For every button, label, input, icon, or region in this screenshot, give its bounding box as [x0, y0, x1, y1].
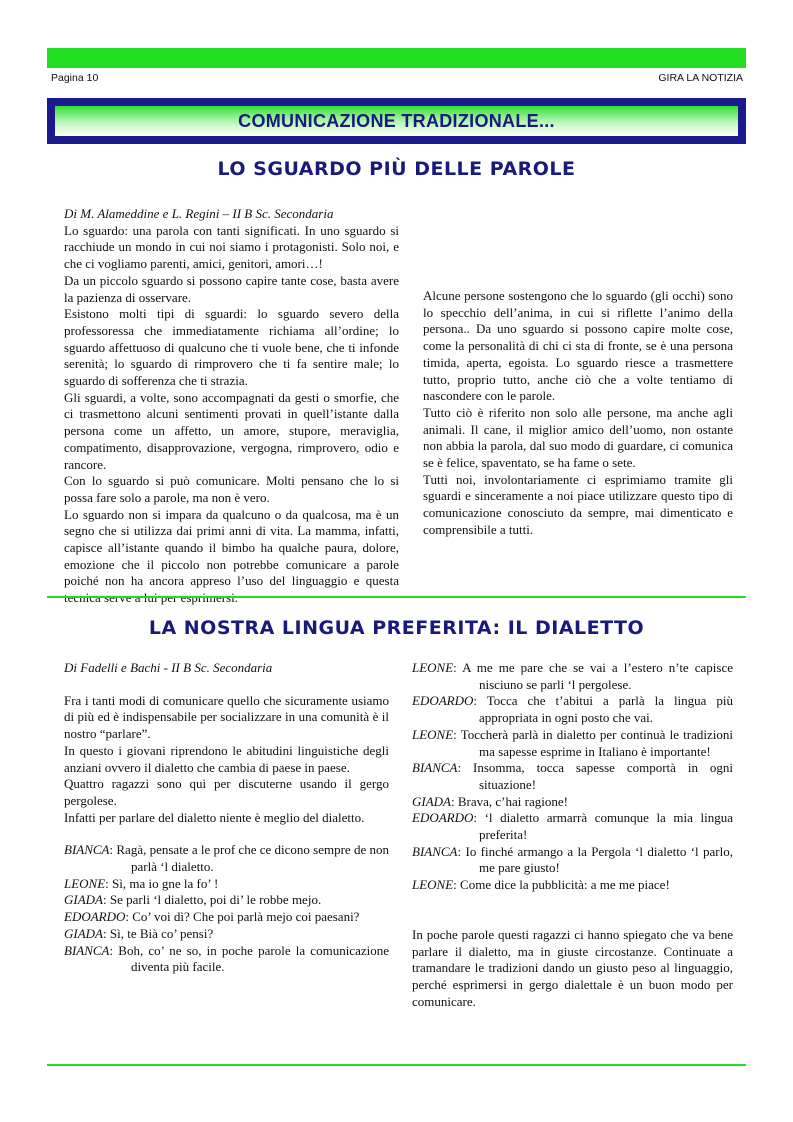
dialogue-text: Ragà, pensate a le prof che ce dicono sempre de non parlà ‘l dialetto.: [116, 842, 389, 875]
paragraph: Lo sguardo non si impara da qualcuno o da qualcosa, ma è un segno che si utilizza dai primi anni di vita. La mamma, infatti, capisce all’istante quando il bimbo ha qualche paura, dolore, emozione che il piccolo non potrebbe comunicare a parole poiché non ha ancora appreso l’uso del linguaggio e questa: [64, 506, 399, 589]
speaker-name: EDOARDO: [64, 909, 126, 925]
paragraph: Da un piccolo sguardo si possono capire tante cose, basta avere la pazienza di osservare.: [64, 272, 399, 305]
speaker-name: GIADA: [64, 925, 103, 941]
dialogue-line: LEONE: Come dice la pubblicità: a me me piace!: [412, 877, 670, 893]
paragraph: Infatti per parlare del dialetto niente è meglio del dialetto.: [64, 809, 365, 825]
magazine-title: GIRA LA NOTIZIA: [658, 72, 743, 84]
article1-col2: [423, 288, 733, 539]
dialogue-text: Se parli ‘l dialetto, poi di’ le robbe mejo.: [109, 892, 322, 908]
speaker-name: LEONE: [412, 877, 454, 893]
dialogue-text: Sì, te Bià co’ pensi?: [109, 925, 214, 941]
divider: [47, 596, 746, 598]
paragraph: Gli sguardi, a volte, sono accompagnati da gesti o smorfie, che ci trasmettono alcuni sentimenti provati in quell’istante dalla persona come un affetto, un amore, stupore, meraviglia, compatimento, disapprovazione, vergogna, rimprovero, odio e rancore.: [64, 389, 399, 472]
article2-title: LA NOSTRA LINGUA PREFERITA: IL DIALETTO: [148, 617, 645, 639]
dialogue-text: Boh, co’ ne so, in poche parole la comunicazione diventa più facile.: [118, 942, 389, 975]
paragraph: Con lo sguardo si può comunicare. Molti pensano che lo si possa fare solo a parole, ma non è vero.: [64, 473, 399, 505]
dialogue-continuation: [412, 660, 733, 693]
dialogue-line: GIADA: Sì, te Bià co’ pensi?: [64, 925, 214, 941]
paragraph: Alcune persone sostengono che lo sguardo (gli occhi) sono lo specchio dell’anima, in cui si riflette l’animo della persona.. Da uno sguardo si possono capire molte cose, come la personalità di chi ci sta di fronte, se è una persona timida, aperta, egoista. Lo sguardo riesce a trasmettere tutto, proprio tutto, anche ciò che a volte tentiamo di nascondere con le parole.: [423, 288, 733, 404]
paragraph: Tutto ciò è riferito non solo alle persone, ma anche agli animali. Il cane, il miglior amico dell’uomo, non ostante non abbia la parola, dal suo modo di guardare, ci comunica se è felice, spaventato, se ha fame o sete.: [423, 404, 733, 471]
article2-conclusion: In poche parole questi ragazzi ci hanno spiegato che va bene parlare il dialetto, ma in giuste circostanze. Continuate a tramandare le tradizioni dando un giusto peso al linguaggio, perché esprimersi in gergo dialettale è un buon modo per comunicare.: [412, 926, 733, 1009]
dialogue-line: EDOARDO: Tocca che t’abitui a parlà la lingua più appropriata in ogni posto che vai.: [412, 693, 733, 726]
article1-col1: [64, 206, 399, 607]
dialogue-line: EDOARDO: Co’ voi dì? Che poi parlà mejo coi paesani?: [64, 909, 360, 925]
speaker-name: EDOARDO: [412, 810, 474, 826]
speaker-name: LEONE: [412, 660, 454, 675]
section-banner: [47, 98, 746, 144]
paragraph: Fra i tanti modi di comunicare quello che sicuramente usiamo di più ed è indispensabile per socializzare in una comunità è il nostro “parlare”.: [64, 692, 389, 742]
dialogue-line: BIANCA: Insomma, tocca sapesse comportà in ogni situazione!: [412, 760, 733, 792]
page-number: Pagina 10: [51, 72, 99, 84]
speaker-name: GIADA: [64, 892, 103, 908]
dialogue-line: GIADA: Brava, c’hai ragione!: [412, 793, 568, 809]
dialogue-line: LEONE: Toccherà parlà in dialetto per continuà le tradizioni ma sapesse esprime in Italiano è importante!: [412, 726, 733, 759]
dialogue-text: Insomma, tocca sapesse comportà in ogni situazione!: [473, 760, 733, 792]
paragraph: In questo i giovani riprendono le abitudini linguistiche degli anziani ovvero il dialetto che cambia di paese in paese.: [64, 742, 389, 775]
speaker-name: BIANCA: [64, 842, 110, 858]
paragraph: Lo sguardo: una parola con tanti significati. In uno sguardo si racchiude un mondo in cui noi siamo i protagonisti. Solo noi, e che ci vogliamo parenti, amici, genitori, amori…!: [64, 222, 399, 272]
dialogue-text: Sì, ma io gne la fo’ !: [112, 875, 219, 891]
dialogue-line: BIANCA: Boh, co’ ne so, in poche parole la comunicazione diventa più facile.: [64, 942, 389, 975]
speaker-name: BIANCA: [412, 843, 458, 859]
speaker-name: LEONE: [412, 726, 454, 742]
speaker-name: BIANCA: [412, 760, 458, 776]
paragraph: Quattro ragazzi sono qui per discuterne usando il gergo pergolese.: [64, 776, 389, 808]
article2-col2: [412, 660, 733, 1010]
dialogue-text: Io finché armango a la Pergola ‘l dialetto ‘l parlo, me pare giusto!: [465, 843, 733, 876]
header-bar: [47, 48, 746, 68]
speaker-name: GIADA: [412, 793, 451, 809]
dialogue-line: GIADA: Se parli ‘l dialetto, poi di’ le robbe mejo.: [64, 892, 322, 908]
dialogue-text: Co’ voi dì? Che poi parlà mejo coi paesani?: [132, 909, 360, 925]
dialogue-line: LEONE: Sì, ma io gne la fo’ !: [64, 875, 219, 891]
article2-col1: [64, 660, 389, 976]
paragraph: Esistono molti tipi di sguardi: lo sguardo severo della professoressa che immediatamente richiama all’ordine; lo sguardo affettuoso di qualcuno che ti vuole bene, che ti infonde serenità; lo sguardo di rimprovero che ti fa sentire male; lo sguardo di sofferenza che ti strazia.: [64, 306, 399, 389]
dialogue-line: EDOARDO: ‘l dialetto armarrà comunque la mia lingua preferita!: [412, 810, 733, 843]
dialogue-text: ‘l dialetto armarrà comunque la mia lingua preferita!: [479, 810, 733, 843]
dialogue-text: Tocca che t’abitui a parlà la lingua più appropriata in ogni posto che vai.: [479, 693, 733, 726]
section-title: COMUNICAZIONE TRADIZIONALE...: [238, 110, 555, 131]
divider: [47, 1064, 746, 1066]
dialogue-text: Brava, c’hai ragione!: [457, 793, 568, 809]
speaker-name: BIANCA: [64, 942, 110, 958]
dialogue-text: : A me me pare che se vai a l’estero n’te capisce nisciuno se parli ‘l pergolese.: [453, 660, 733, 692]
article1-title: LO SGUARDO PIÙ DELLE PAROLE: [217, 158, 576, 180]
dialogue-line: BIANCA: Ragà, pensate a le prof che ce dicono sempre de non parlà ‘l dialetto.: [64, 842, 389, 875]
speaker-name: LEONE: [64, 875, 106, 891]
article1-byline: Di M. Alameddine e L. Regini – II B Sc. Secondaria: [64, 206, 334, 221]
dialogue-text: Come dice la pubblicità: a me me piace!: [460, 877, 670, 893]
section-banner-inner: [55, 106, 738, 136]
dialogue-text: Toccherà parlà in dialetto per continuà le tradizioni ma sapesse esprime in Italiano è importante!: [460, 726, 733, 759]
paragraph: Tutti noi, involontariamente ci esprimiamo tramite gli sguardi e sinceramente a noi piace utilizzare questo tipo di comunicazione conosciuto da sempre, mai dimenticato e comprensibile a tutti.: [423, 471, 733, 537]
speaker-name: EDOARDO: [412, 693, 474, 709]
article2-byline: Di Fadelli e Bachi - II B Sc. Secondaria: [64, 660, 273, 675]
dialogue-line: BIANCA: Io finché armango a la Pergola ‘l dialetto ‘l parlo, me pare giusto!: [412, 843, 733, 876]
